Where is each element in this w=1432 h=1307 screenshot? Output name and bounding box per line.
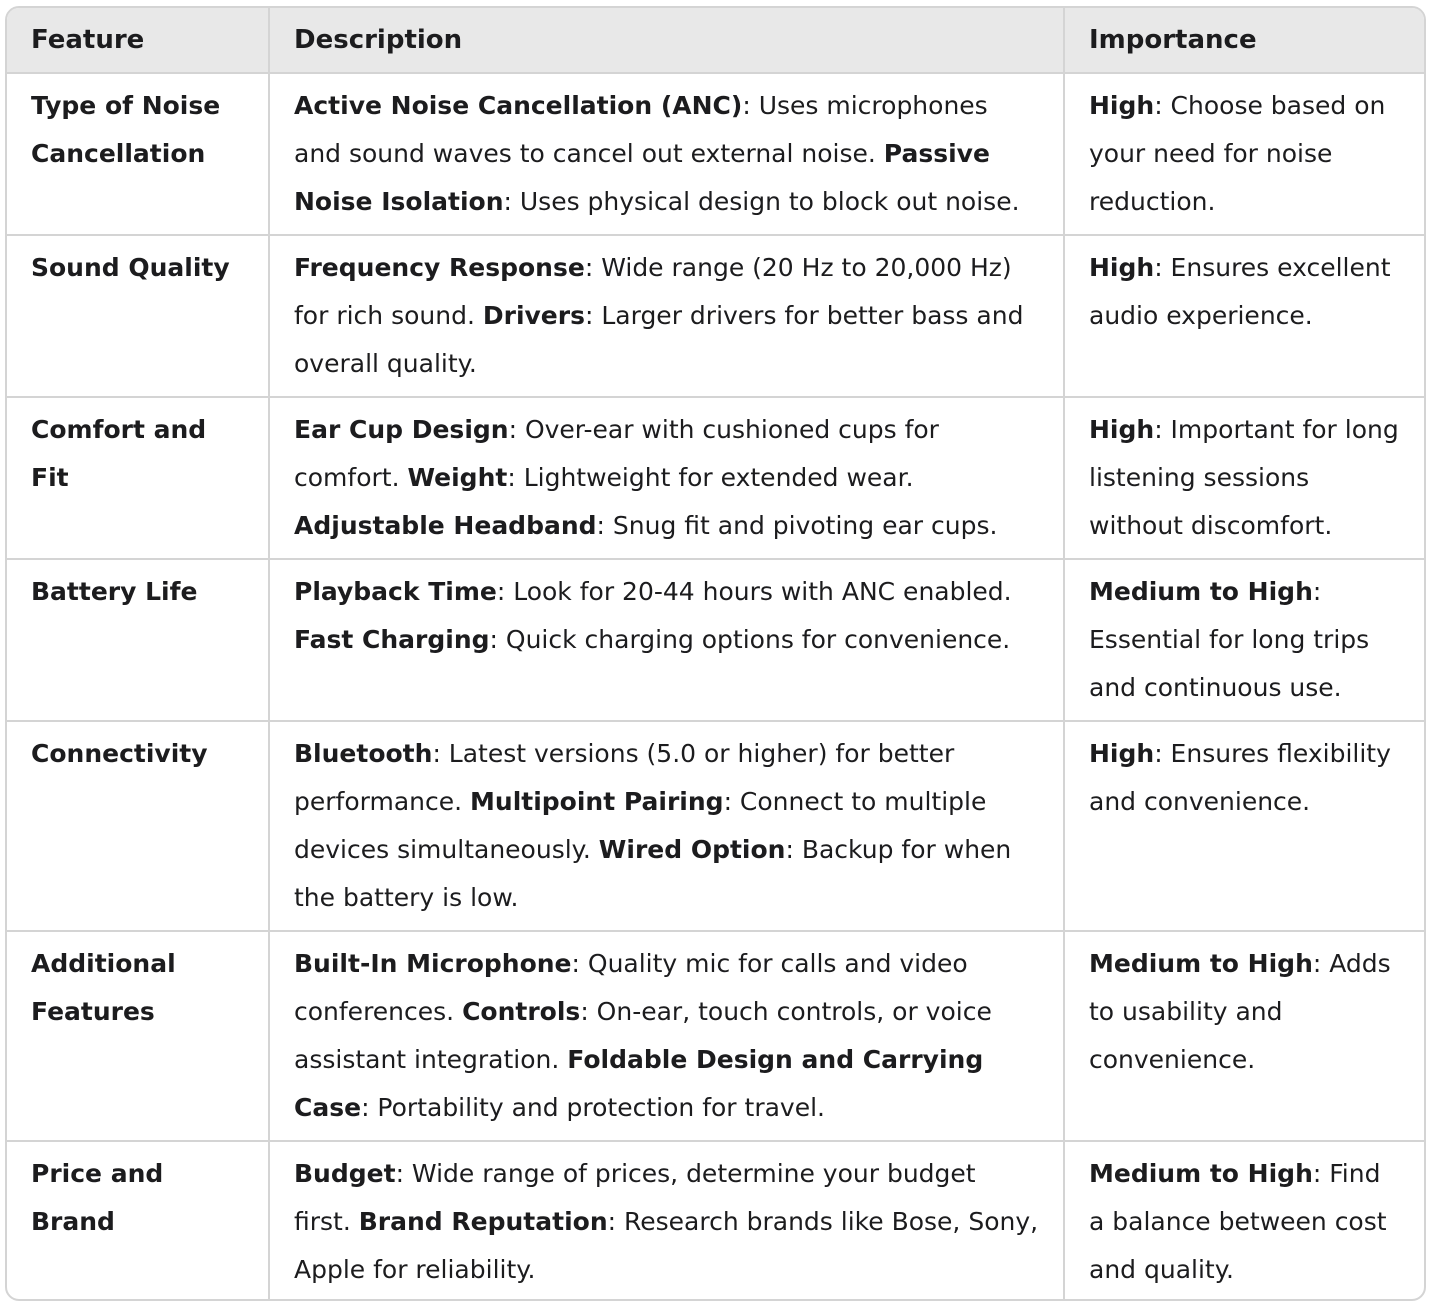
description-cell [269,721,1064,931]
feature-table-container [5,6,1426,1301]
description-term: Ear Cup Design [294,415,509,444]
description-cell [269,397,1064,559]
feature-cell: Sound Quality [7,235,269,397]
description-text: : Snug fit and pivoting ear cups. [596,511,998,540]
description-term: Wired Option [598,835,786,864]
table-row [7,931,1424,1141]
importance-text: : Essential for long trips and continuous use. [1089,577,1370,702]
description-text: : Connect to multiple devices simultaneously. [294,787,987,864]
description-text: : Over-ear with cushioned cups for comfort. [294,415,939,492]
header-importance: Importance [1064,8,1424,73]
importance-cell [1064,397,1424,559]
table-row [7,721,1424,931]
importance-cell [1064,721,1424,931]
description-text: : Larger drivers for better bass and overall quality. [294,301,1024,378]
description-text: : Wide range (20 Hz to 20,000 Hz) for rich sound. [294,253,1012,330]
importance-cell [1064,559,1424,721]
description-term: Active Noise Cancellation (ANC) [294,91,743,120]
description-term: Controls [462,997,581,1026]
table-body [7,73,1424,1301]
description-text: : Uses physical design to block out noise. [503,187,1020,216]
table-row [7,235,1424,397]
description-text: : Latest versions (5.0 or higher) for better performance. [294,739,955,816]
importance-text: : Ensures excellent audio experience. [1089,253,1391,330]
description-term: Playback Time [294,577,497,606]
description-term: Brand Reputation [358,1207,608,1236]
description-cell [269,931,1064,1141]
feature-cell: Price and Brand [7,1141,269,1301]
description-text: : Look for 20-44 hours with ANC enabled. [496,577,1012,606]
description-text: : Portability and protection for travel. [361,1093,825,1122]
importance-term: Medium to High [1089,1159,1313,1188]
importance-cell [1064,1141,1424,1301]
importance-cell [1064,931,1424,1141]
feature-table [7,8,1424,1301]
description-text: : Uses microphones and sound waves to cancel out external noise. [294,91,988,168]
description-cell [269,559,1064,721]
description-term: Adjustable Headband [294,511,597,540]
description-text: : Backup for when the battery is low. [294,835,1012,912]
importance-cell [1064,235,1424,397]
description-term: Fast Charging [294,625,490,654]
description-term: Weight [407,463,508,492]
importance-text: : Choose based on your need for noise reduction. [1089,91,1386,216]
description-term: Foldable Design and Carrying Case [294,1045,984,1122]
feature-cell: Battery Life [7,559,269,721]
header-feature: Feature [7,8,269,73]
importance-term: Medium to High [1089,577,1313,606]
description-cell [269,1141,1064,1301]
importance-text: : Ensures flexibility and convenience. [1089,739,1391,816]
feature-cell: Connectivity [7,721,269,931]
importance-text: : Adds to usability and convenience. [1089,949,1391,1074]
importance-term: High [1089,415,1155,444]
description-text: : Research brands like Bose, Sony, Apple for reliability. [294,1207,1039,1284]
header-description: Description [269,8,1064,73]
table-row [7,73,1424,235]
description-term: Frequency Response [294,253,585,282]
importance-text: : Find a balance between cost and quality. [1089,1159,1387,1284]
description-cell [269,235,1064,397]
description-cell [269,73,1064,235]
table-row [7,397,1424,559]
description-term: Multipoint Pairing [470,787,724,816]
feature-cell: Additional Features [7,931,269,1141]
description-term: Drivers [482,301,585,330]
importance-term: High [1089,739,1155,768]
description-term: Built-In Microphone [294,949,572,978]
importance-term: High [1089,253,1155,282]
importance-cell [1064,73,1424,235]
description-text: : On-ear, touch controls, or voice assistant integration. [294,997,992,1074]
description-text: : Lightweight for extended wear. [507,463,914,492]
table-row [7,1141,1424,1301]
importance-term: Medium to High [1089,949,1313,978]
feature-cell: Type of Noise Cancellation [7,73,269,235]
importance-term: High [1089,91,1155,120]
description-text: : Quality mic for calls and video conferences. [294,949,968,1026]
table-row [7,559,1424,721]
feature-cell: Comfort and Fit [7,397,269,559]
description-term: Bluetooth [294,739,433,768]
table-header-row [7,8,1424,73]
description-text: : Quick charging options for convenience. [489,625,1011,654]
description-term: Budget [294,1159,396,1188]
description-text: : Wide range of prices, determine your budget first. [294,1159,976,1236]
description-term: Passive Noise Isolation [294,139,990,216]
importance-text: : Important for long listening sessions without discomfort. [1089,415,1399,540]
